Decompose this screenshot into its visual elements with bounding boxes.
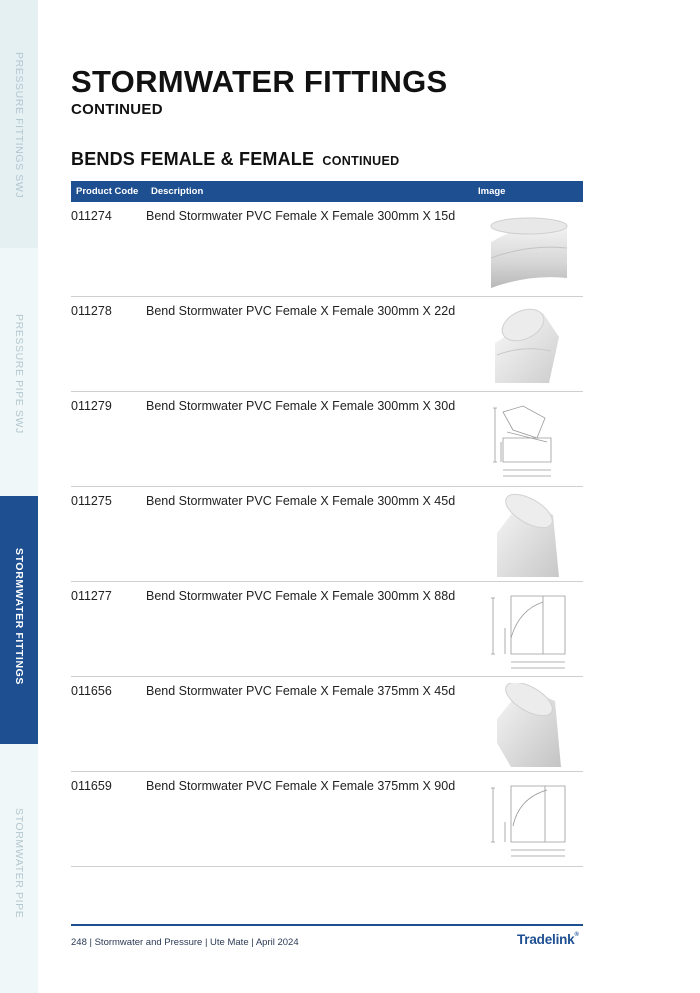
side-tab-label: STORMWATER FITTINGS [13,548,25,686]
product-description: Bend Stormwater PVC Female X Female 300mm X 45d [146,494,456,508]
tradelink-logo: Tradelink® [517,932,579,947]
logo-text: Tradelink [517,932,575,947]
product-description: Bend Stormwater PVC Female X Female 300mm X 15d [146,209,456,223]
side-tab-label: PRESSURE FITTINGS SWJ [13,52,25,199]
product-code: 011277 [71,589,112,603]
product-code: 011275 [71,494,112,508]
bend-90-drawing [483,778,575,862]
side-tab-stormwater-pipe[interactable] [0,744,38,993]
table-row [71,582,583,677]
table-row [71,677,583,772]
bend-88-drawing [483,588,575,672]
product-code: 011278 [71,304,112,318]
column-header-description: Description [151,186,204,197]
table-row [71,772,583,867]
section-title-text: BENDS FEMALE & FEMALE [71,149,315,169]
section-title [71,149,399,170]
column-header-image: Image [478,186,506,197]
side-tab-nav [0,0,38,993]
table-row [71,202,583,297]
side-tab-label: STORMWATER PIPE [13,808,25,919]
footer-text: 248 | Stormwater and Pressure | Ute Mate | April 2024 [71,937,299,948]
bend-15-image [483,208,575,292]
bend-45-image [483,683,575,767]
product-description: Bend Stormwater PVC Female X Female 375mm X 90d [146,779,456,793]
table-row [71,487,583,582]
column-header-code: Product Code [76,186,139,197]
bend-45-image [483,493,575,577]
table-header [71,181,583,202]
page-subtitle: CONTINUED [71,101,163,118]
section-title-suffix: CONTINUED [322,154,400,168]
product-code: 011274 [71,209,112,223]
product-description: Bend Stormwater PVC Female X Female 300mm X 30d [146,399,456,413]
product-code: 011279 [71,399,112,413]
bend-30-drawing [483,398,575,482]
side-tab-label: PRESSURE PIPE SWJ [13,314,25,434]
page-title: STORMWATER FITTINGS [71,64,448,99]
product-description: Bend Stormwater PVC Female X Female 300mm X 88d [146,589,456,603]
product-code: 011656 [71,684,112,698]
product-description: Bend Stormwater PVC Female X Female 300mm X 22d [146,304,456,318]
table-row [71,297,583,392]
side-tab-stormwater-fittings[interactable] [0,496,38,744]
side-tab-pressure-pipe[interactable] [0,248,38,496]
footer-rule [71,924,583,926]
product-description: Bend Stormwater PVC Female X Female 375mm X 45d [146,684,456,698]
product-code: 011659 [71,779,112,793]
side-tab-pressure-fittings[interactable] [0,0,38,248]
table-row [71,392,583,487]
bend-22-image [483,303,575,387]
